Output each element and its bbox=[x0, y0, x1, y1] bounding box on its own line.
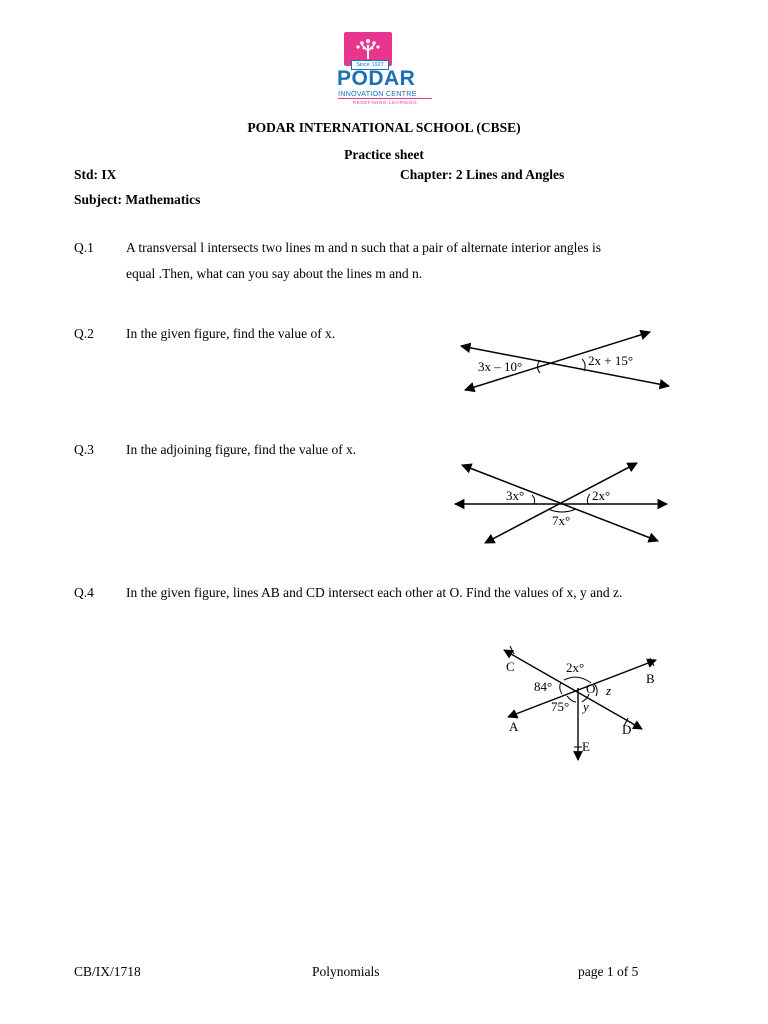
subject-value: : Mathematics bbox=[117, 192, 201, 207]
q4-y-label: y bbox=[583, 699, 589, 714]
q3-right-angle-label: 2x° bbox=[592, 488, 611, 503]
q4-label-c: C bbox=[506, 659, 515, 674]
q1-number: Q.1 bbox=[74, 240, 94, 255]
q3-line-2 bbox=[485, 463, 637, 543]
q2-figure bbox=[440, 320, 680, 400]
q4-left-angle-label: 84° bbox=[534, 679, 553, 694]
logo-brand: PODAR bbox=[337, 67, 416, 90]
q4-number: Q.4 bbox=[74, 585, 94, 600]
q4-label-d: D bbox=[622, 722, 632, 737]
q4-figure bbox=[490, 640, 670, 770]
logo-tagline: REDEFINING LEARNING bbox=[352, 100, 418, 105]
subject-label: Subject bbox=[74, 192, 118, 207]
q2-left-angle-label: 3x – 10° bbox=[478, 359, 523, 374]
q4-bottom-left-angle-label: 75° bbox=[551, 699, 570, 714]
logo-subtitle: INNOVATION CENTRE bbox=[338, 89, 417, 98]
q4-label-o: O bbox=[586, 681, 596, 696]
q3-left-angle-label: 3x° bbox=[506, 488, 525, 503]
q4-tick-c bbox=[510, 646, 514, 654]
q3-right-arc bbox=[587, 494, 590, 504]
q3-number: Q.3 bbox=[74, 442, 94, 457]
subject-line bbox=[74, 191, 200, 209]
q3-text: In the adjoining figure, find the value of x. bbox=[126, 442, 357, 457]
footer-code: CB/IX/1718 bbox=[74, 964, 141, 979]
logo-divider bbox=[338, 98, 432, 99]
chapter-label: Chapter: 2 Lines and Angles bbox=[400, 167, 565, 182]
q1-text-a: A transversal l intersects two lines m and n such that a pair of alternate interior angles is bbox=[126, 240, 601, 255]
q4-top-angle-label: 2x° bbox=[566, 660, 585, 675]
footer-topic: Polynomials bbox=[312, 964, 380, 979]
sheet-title: Practice sheet bbox=[344, 147, 424, 162]
q3-bottom-angle-label: 7x° bbox=[552, 513, 571, 528]
q3-figure bbox=[440, 455, 680, 555]
q1-text-line2: equal .Then, what can you say about the lines m and n. bbox=[126, 266, 423, 281]
q1-text-line1 bbox=[126, 239, 601, 257]
std-label: Std: IX bbox=[74, 167, 117, 182]
q4-text: In the given figure, lines AB and CD intersect each other at O. Find the values of x, y and z. bbox=[126, 585, 623, 600]
q4-label-b: B bbox=[646, 671, 655, 686]
q3-left-arc bbox=[532, 495, 535, 504]
q4-label-a: A bbox=[509, 719, 519, 734]
q2-number: Q.2 bbox=[74, 326, 94, 341]
q4-z-label: z bbox=[606, 683, 612, 698]
footer-page: page 1 of 5 bbox=[578, 964, 639, 979]
logo-since: Since 1927 bbox=[351, 60, 389, 70]
school-name: PODAR INTERNATIONAL SCHOOL (CBSE) bbox=[247, 120, 521, 135]
q3-bottom-arc bbox=[548, 509, 576, 512]
q2-right-angle-label: 2x + 15° bbox=[588, 353, 634, 368]
q4-label-e: E bbox=[582, 739, 590, 754]
q2-text: In the given figure, find the value of x. bbox=[126, 326, 336, 341]
